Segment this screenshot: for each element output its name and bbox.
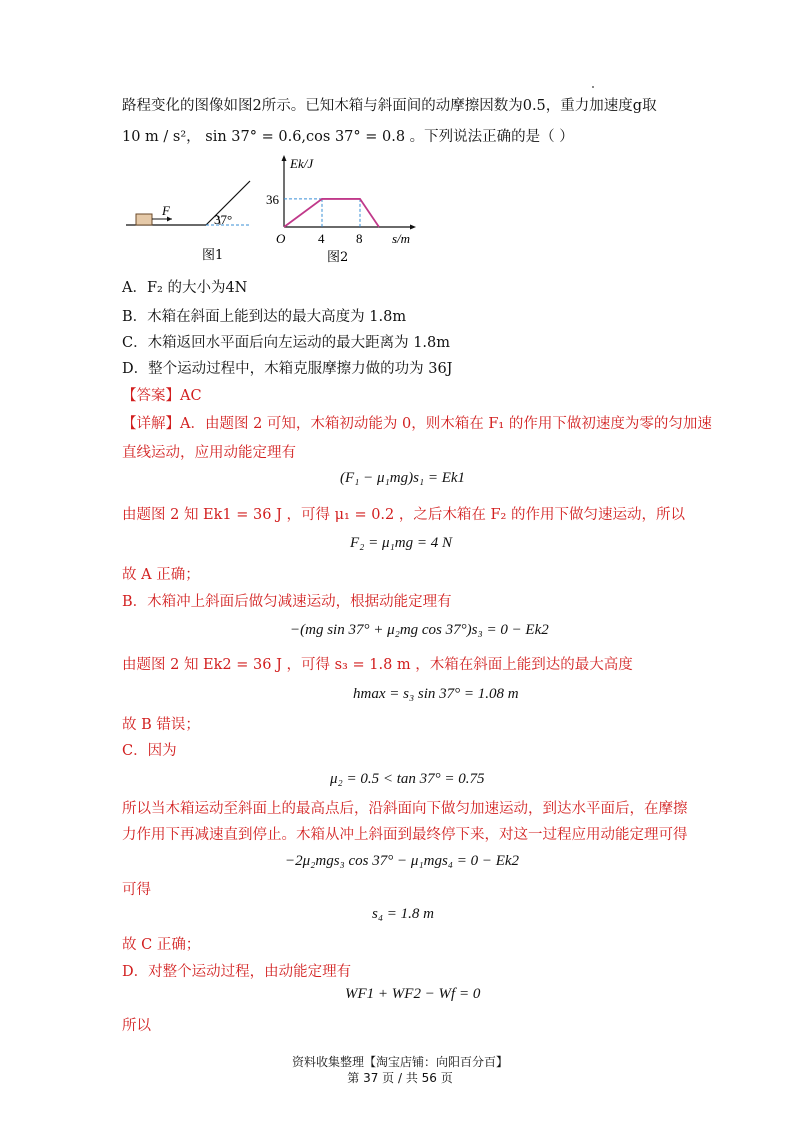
origin-label: O — [276, 231, 286, 246]
option-b: B．木箱在斜面上能到达的最大高度为 1.8m — [122, 309, 407, 325]
figure-1-angle-label: 37° — [214, 212, 233, 227]
detail-p1a: 【详解】A．由题图 2 可知，木箱初动能为 0，则木箱在 F₁ 的作用下做初速度为零的匀加速 — [122, 416, 712, 432]
answer-label: 【答案】AC — [122, 388, 202, 404]
equation-5: μ₂ = 0.5 < tan 37° = 0.75 — [330, 771, 485, 787]
detail-p12: 所以 — [122, 1018, 151, 1034]
x-axis-label: s/m — [392, 231, 411, 246]
option-d: D．整个运动过程中，木箱克服摩擦力做的功为 36J — [122, 361, 453, 377]
detail-p2: 由题图 2 知 Ek1 = 36 J ，可得 μ₁ = 0.2 ，之后木箱在 F₂ 的作用下做匀速运动，所以 — [122, 507, 685, 523]
equation-1: (F₁ − μ₁mg)s₁ = Ek1 — [340, 470, 466, 486]
ek-series-line — [284, 199, 379, 227]
y-axis-arrow — [282, 155, 287, 161]
detail-p5: 由题图 2 知 Ek2 = 36 J ，可得 s₃ = 1.8 m ，木箱在斜面上能到达的最大高度 — [122, 657, 633, 673]
detail-p7: C．因为 — [122, 743, 177, 759]
equation-6: −2μ₂mgs₃ cos 37° − μ₁mgs₄ = 0 − Ek2 — [285, 853, 520, 869]
y-tick-label-36: 36 — [266, 191, 279, 207]
footer-page-number: 第 37 页 / 共 56 页 — [347, 1071, 453, 1085]
x-axis-arrow — [410, 225, 416, 230]
stray-dot — [592, 86, 594, 88]
detail-p8a: 所以当木箱运动至斜面上的最高点后，沿斜面向下做匀加速运动，到达水平面后，在摩擦 — [122, 801, 688, 817]
detail-p1b: 直线运动，应用动能定理有 — [122, 445, 296, 461]
detail-p8b: 力作用下再减速直到停止。木箱从冲上斜面到最终停下来，对这一过程应用动能定理可得 — [122, 827, 688, 843]
equation-3: −(mg sin 37° + μ₂mg cos 37°)s₃ = 0 − Ek2 — [290, 622, 549, 638]
detail-p11: D．对整个运动过程，由动能定理有 — [122, 964, 352, 980]
x-tick-label-8: 8 — [356, 231, 363, 246]
y-axis-label: Ek/J — [290, 156, 314, 171]
x-tick-label-4: 4 — [318, 231, 325, 246]
option-a: A．F₂ 的大小为4N — [122, 280, 248, 296]
figure-1-caption: 图1 — [202, 248, 224, 263]
detail-p4: B．木箱冲上斜面后做匀减速运动，根据动能定理有 — [122, 594, 452, 610]
figure-1 — [118, 166, 258, 266]
detail-p9: 可得 — [122, 882, 151, 898]
figure-2-caption: 图2 — [327, 250, 349, 265]
detail-p6: 故 B 错误； — [122, 717, 200, 733]
question-line-1: 路程变化的图像如图2所示。已知木箱与斜面间的动摩擦因数为0.5，重力加速度g取 — [122, 98, 657, 114]
detail-p10: 故 C 正确； — [122, 937, 201, 953]
option-c: C．木箱返回水平面后向左运动的最大距离为 1.8m — [122, 335, 451, 351]
figure-2-chart — [264, 150, 424, 270]
equation-8: WF1 + WF2 − Wf = 0 — [345, 986, 481, 1002]
equation-2: F₂ = μ₁mg = 4 N — [350, 535, 452, 551]
question-line-2: 10 m / s²， sin 37° = 0.6,cos 37° = 0.8 。下列说法正确的是（ ） — [122, 129, 574, 145]
equation-7: s₄ = 1.8 m — [372, 906, 435, 922]
detail-p3: 故 A 正确； — [122, 567, 200, 583]
equation-4: hmax = s₃ sin 37° = 1.08 m — [353, 686, 519, 702]
footer-source: 资料收集整理【淘宝店铺：向阳百分百】 — [291, 1055, 508, 1069]
figure-1-force-label: F — [162, 203, 170, 218]
